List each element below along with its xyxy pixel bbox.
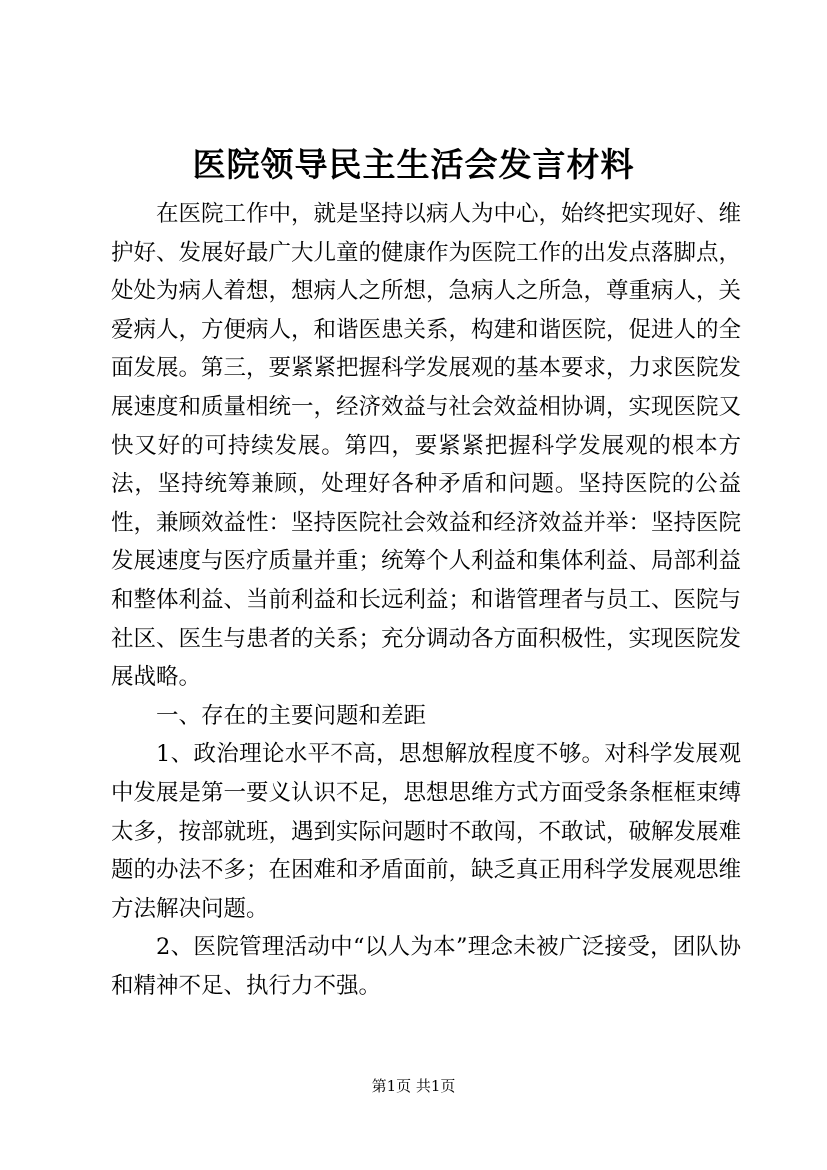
section-heading: 一、存在的主要问题和差距 bbox=[156, 702, 427, 729]
paragraph-problem-2: 2、医院管理活动中“以人为本”理念未被广泛接受，团队协和精神不足、执行力不强。 bbox=[111, 934, 741, 999]
document-title: 医院领导民主生活会发言材料 bbox=[192, 145, 635, 184]
paragraph-problem-1: 1、政治理论水平不高，思想解放程度不够。对科学发展观中发展是第一要义认识不足，思想思维方式方面受条条框框束缚太多，按部就班，遇到实际问题时不敢闯，不敢试，破解发展难题的办法不多；在困难和矛盾面前，缺乏真正用科学发展观思维方法解决问题。 bbox=[111, 741, 742, 922]
page-number-footer: 第1页 共1页 bbox=[371, 1077, 456, 1095]
paragraph-1: 在医院工作中，就是坚持以病人为中心，始终把实现好、维护好、发展好最广大儿童的健康作为医院工作的出发点落脚点，处处为病人着想，想病人之所想，急病人之所急，尊重病人，关爱病人，方便病人，和谐医患关系，构建和谐医院，促进人的全面发展。第三，要紧紧把握科学发展观的基本要求，力求医院发展速度和质量相统一，经济效益与社会效益相协调，实现医院又快又好的可持续发展。第四，要紧紧把握科学发展观的根本方法，坚持统筹兼顾，处理好各种矛盾和问题。坚持医院的公益性，兼顾效益性：坚持医院社会效益和经济效益并举：坚持医院发展速度与医疗质量并重；统筹个人利益和集体利益、局部利益和整体利益、当前利益和长远利益；和谐管理者与员工、医院与社区、医生与患者的关系；充分调动各方面积极性，实现医院发展战略。 bbox=[111, 201, 742, 691]
document-body bbox=[111, 195, 741, 1005]
